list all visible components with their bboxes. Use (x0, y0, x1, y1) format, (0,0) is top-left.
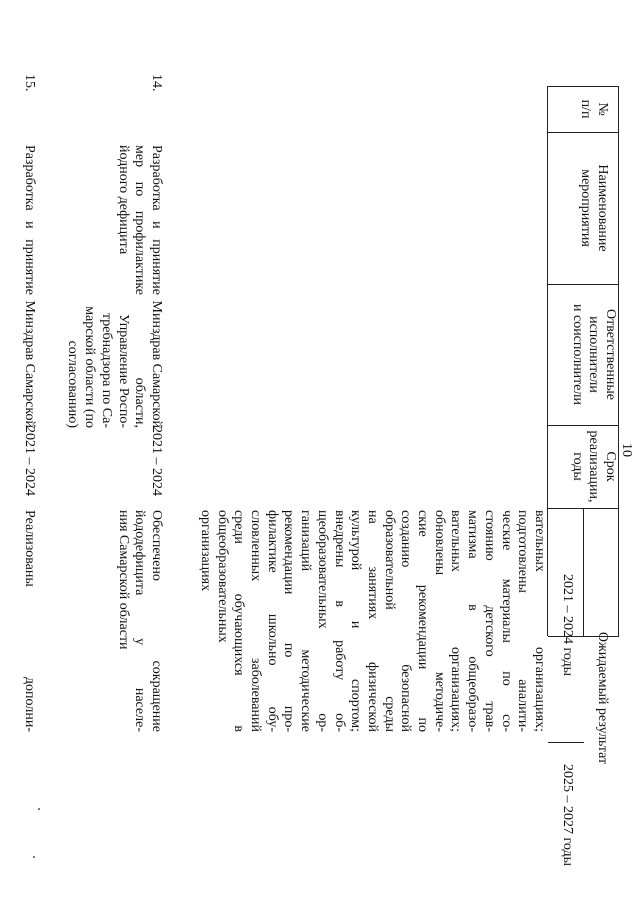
expected-subheader-border (583, 508, 584, 636)
row-14-term: 2021 – 2024 (149, 426, 164, 496)
header-name: Наименование мероприятия (578, 164, 610, 252)
text-line: Обеспечено сокращение (149, 510, 164, 732)
row-15-num: 15. (22, 74, 37, 92)
text-line: на занятиях физической (365, 510, 380, 732)
text-line: Управление Роспо- (115, 314, 131, 428)
text-line: Реализованы дополни- (22, 510, 37, 732)
text-line: Минздрав Самарской (22, 300, 37, 428)
text-line: подготовлены аналити- (515, 510, 531, 732)
text-line: матизма в общеобразо- (465, 510, 481, 732)
text-line: йодного дефицита (115, 145, 131, 255)
text-line: образовательной среды (381, 510, 397, 732)
text-line: требнадзора по Са- (98, 313, 114, 428)
text-line: Разработка и принятие (149, 145, 164, 295)
text-line: мер по профилактике (132, 145, 148, 295)
scan-speck (38, 808, 40, 810)
text-line: общеобразовательных (214, 510, 230, 643)
text-line: словленных заболеваний (248, 510, 264, 732)
text-line: среди обучающихся в (231, 510, 247, 732)
text-line: культурой и спортом; (348, 510, 364, 732)
page-number: 10 (619, 443, 634, 457)
row-14-num: 14. (149, 74, 164, 92)
text-line: филактике школьно обу- (264, 510, 280, 732)
header-expected: Ожидаемый результат (595, 631, 610, 765)
text-line: обновлены методиче- (431, 510, 447, 732)
text-line: стоянию детского трав- (481, 510, 497, 732)
text-line: йододефицита у населе- (132, 510, 148, 732)
text-line: созданию безопасной (398, 510, 414, 732)
row-15-term: 2021 – 2024 (22, 426, 37, 496)
table-top-border (618, 86, 619, 636)
text-line: внедрены в работу об- (331, 510, 347, 732)
text-line: согласованию) (65, 340, 81, 428)
text-line: марской области (по (82, 306, 98, 428)
text-line: щеобразовательных ор- (314, 510, 330, 732)
text-line: ния Самарской области (115, 510, 131, 650)
table-header-bottom-border (547, 86, 548, 636)
header-executors: Ответственные исполнители и соисполнители (569, 303, 618, 405)
header-period-1: 2021 – 2024 годы (560, 573, 575, 677)
text-line: вательных организациях; (532, 510, 547, 732)
text-line: ганизаций методические (298, 510, 314, 732)
text-line: рекомендации по про- (281, 510, 297, 732)
text-line: ские рекомендации по (415, 510, 431, 732)
scan-speck (33, 856, 35, 858)
header-term: Срок реализации, годы (569, 430, 618, 503)
text-line: вательных организациях; (448, 510, 464, 732)
header-num: № п/п (578, 99, 610, 119)
text-line: ческие материалы по со- (498, 510, 514, 732)
text-line: области, (132, 377, 148, 428)
text-line: Минздрав Самарской (149, 300, 164, 428)
text-line: организациях (198, 510, 213, 592)
header-period-2: 2025 – 2027 годы (560, 763, 575, 867)
text-line: Разработка и принятие (22, 145, 37, 295)
